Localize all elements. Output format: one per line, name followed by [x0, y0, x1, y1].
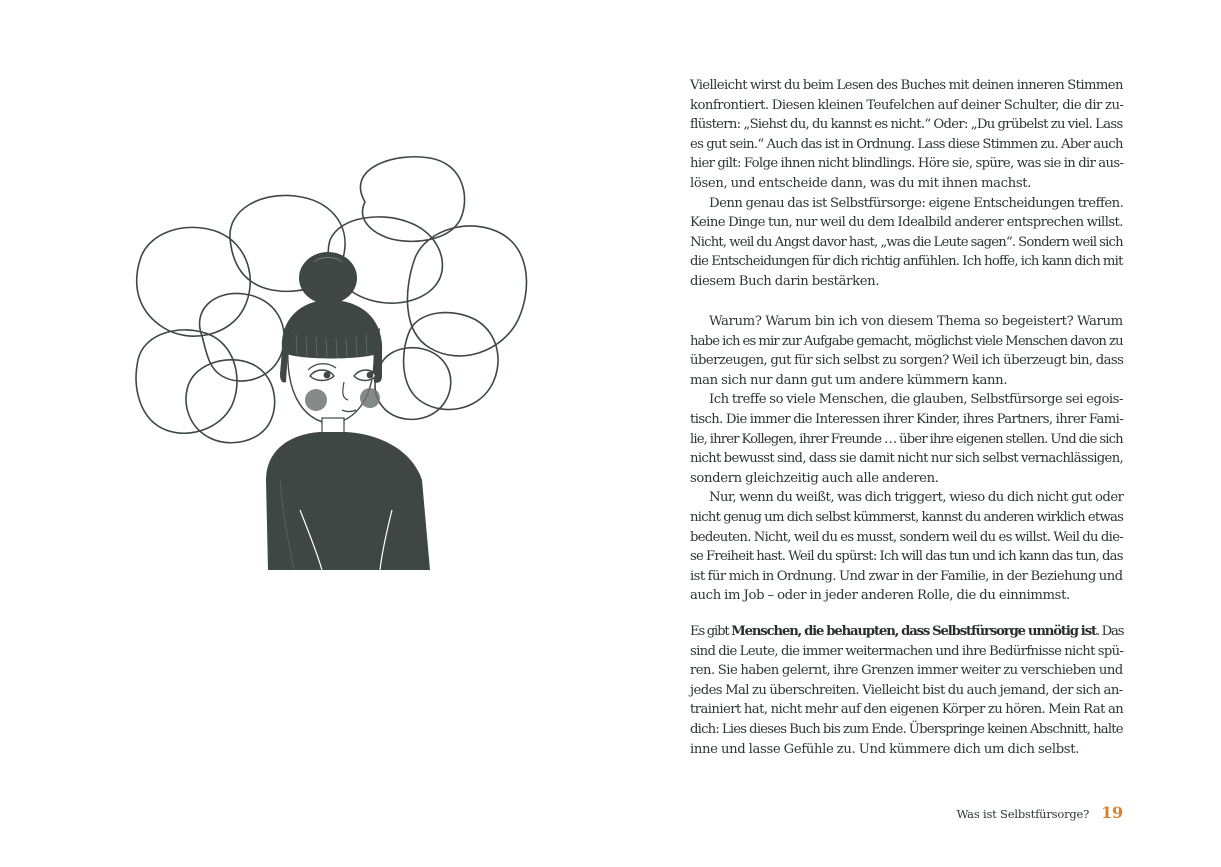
- text-line: Ich treffe so viele Menschen, die glauben, Selbstfürsorge sei egois-: [709, 392, 1123, 408]
- left-cheek: [305, 389, 327, 411]
- text-fragment: Es gibt: [690, 624, 732, 639]
- running-title: Was ist Selbstfürsorge?: [956, 807, 1090, 821]
- text-line: dich: Lies dieses Buch bis zum Ende. Überspringe keinen Abschnitt, halte: [690, 721, 1123, 737]
- text-line: konfrontiert. Diesen kleinen Teufelchen auf deiner Schulter, die dir zu-: [690, 97, 1124, 113]
- text-line: ren. Sie haben gelernt, ihre Grenzen immer weiter zu verschieben und: [690, 663, 1123, 679]
- text-line: trainiert hat, nicht mehr auf den eigenen Körper zu hören. Mein Rat an: [690, 702, 1124, 718]
- text-line: Vielleicht wirst du beim Lesen des Buches mit deinen inneren Stimmen: [690, 78, 1123, 93]
- text-line: auch im Job – oder in jeder anderen Rolle, die du einnimmst.: [690, 588, 1070, 604]
- text-line: Denn genau das ist Selbstfürsorge: eigene Entscheidungen treffen.: [709, 195, 1124, 211]
- text-line: hier gilt: Folge ihnen nicht blindlings. Höre sie, spüre, was sie in dir aus-: [690, 156, 1124, 172]
- text-line: lösen, und entscheide dann, was du mit ihnen machst.: [690, 175, 1032, 191]
- text-line: lie, ihrer Kollegen, ihrer Freunde … über ihre eigenen stellen. Und die sich: [690, 431, 1123, 447]
- woman-figure: [266, 252, 430, 570]
- text-line: sind die Leute, die immer weitermachen und ihre Bedürfnisse nicht spü-: [690, 643, 1124, 659]
- text-line: überzeugen, gut für sich selbst zu sorgen? Weil ich überzeugt bin, dass: [690, 353, 1124, 369]
- text-line: jedes Mal zu überschreiten. Vielleicht bist du auch jemand, der sich an-: [690, 682, 1123, 698]
- text-line: ist für mich in Ordnung. Und zwar in der Familie, in der Beziehung und: [690, 568, 1123, 584]
- text-line: Warum? Warum bin ich von diesem Thema so begeistert? Warum: [709, 314, 1123, 329]
- text-line: se Freiheit hast. Weil du spürst: Ich will das tun und ich kann das tun, das: [690, 549, 1123, 565]
- page-footer: [957, 803, 1123, 822]
- paragraph-block-3: [690, 622, 1123, 759]
- text-line: Nur, wenn du weißt, was dich triggert, wieso du dich nicht gut oder: [709, 490, 1124, 506]
- paragraph-block-1: [690, 76, 1123, 292]
- paragraph-block-2: [690, 312, 1123, 606]
- text-line: diesem Buch darin bestärken.: [690, 273, 880, 289]
- text-line: sondern gleichzeitig auch alle anderen.: [690, 470, 939, 486]
- text-line: es gut sein.“ Auch das ist in Ordnung. Lass diese Stimmen zu. Aber auch: [690, 136, 1123, 152]
- emphasized-phrase: Menschen, die behaupten, dass Selbstfürsorge unnötig ist: [731, 624, 1096, 639]
- text-line: die Entscheidungen für dich richtig anfühlen. Ich hoffe, ich kann dich mit: [690, 254, 1123, 270]
- text-line: habe ich es mir zur Aufgabe gemacht, möglichst viele Menschen davon zu: [690, 333, 1123, 349]
- text-line: tisch. Die immer die Interessen ihrer Kinder, ihres Partners, ihrer Fami-: [690, 411, 1124, 427]
- text-line: nicht genug um dich selbst kümmerst, kannst du anderen wirklich etwas: [690, 509, 1124, 525]
- text-line: man sich nur dann gut um andere kümmern kann.: [690, 372, 1008, 388]
- text-line: nicht bewusst sind, dass sie damit nicht nur sich selbst vernachlässigen,: [690, 451, 1124, 467]
- text-fragment: . Das: [1095, 624, 1124, 639]
- text-line: Nicht, weil du Angst davor hast, „was die Leute sagen“. Sondern weil sich: [690, 234, 1123, 250]
- text-line: Keine Dinge tun, nur weil du dem Idealbild anderer entsprechen willst.: [690, 215, 1123, 231]
- text-line: bedeuten. Nicht, weil du es musst, sondern weil du es willst. Weil du die-: [690, 529, 1124, 545]
- right-cheek: [360, 388, 380, 408]
- text-line: flüstern: „Siehst du, du kannst es nicht.“ Oder: „Du grübelst zu viel. Lass: [690, 117, 1123, 133]
- woman-thoughts-illustration: [130, 150, 530, 570]
- page-number: 19: [1101, 803, 1123, 822]
- text-line-with-emphasis: [690, 622, 1123, 642]
- text-line: inne und lasse Gefühle zu. Und kümmere dich um dich selbst.: [690, 741, 1080, 757]
